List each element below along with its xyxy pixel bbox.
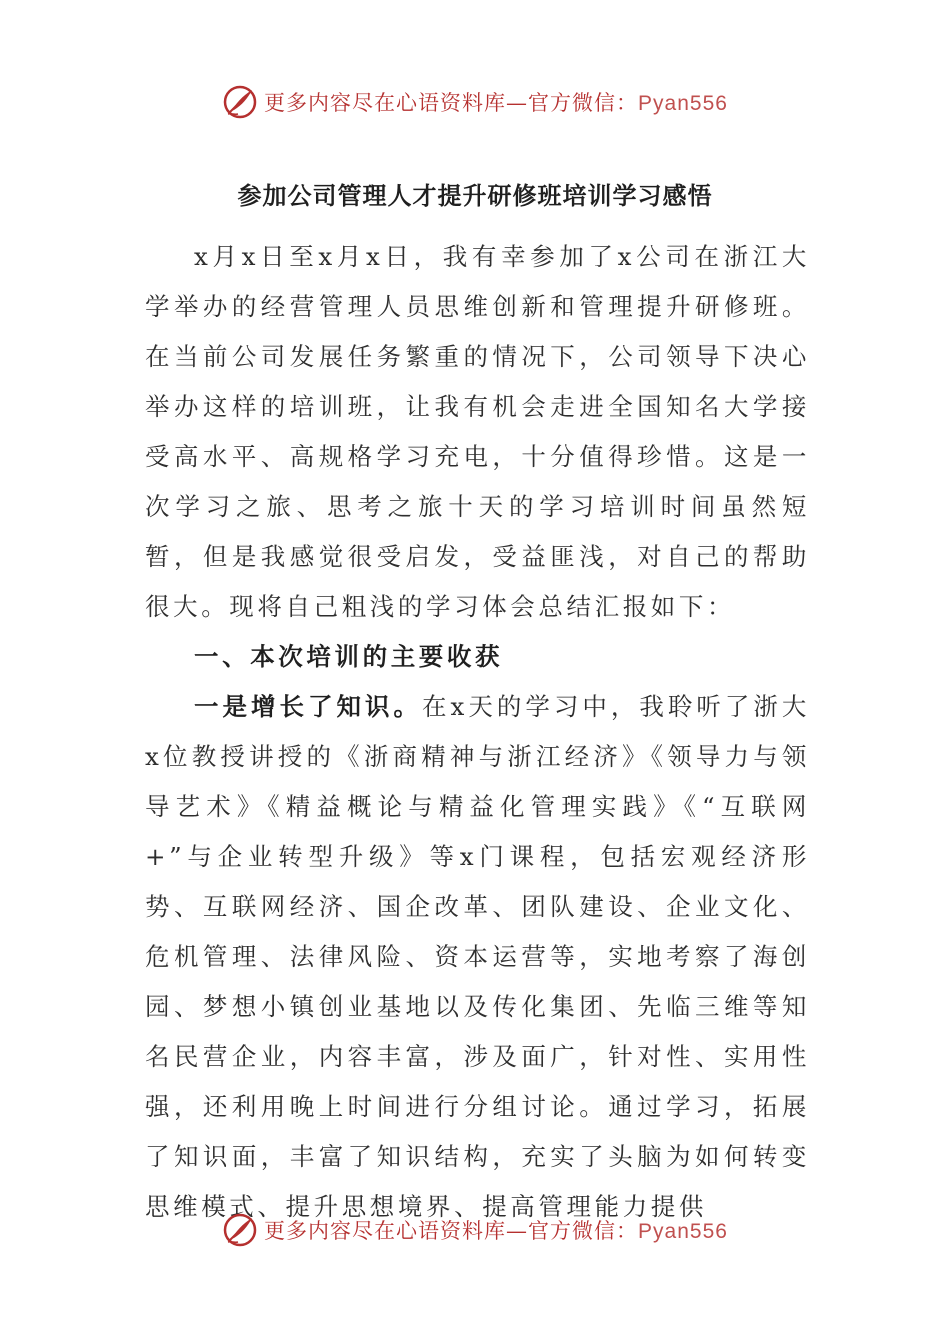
quill-pen-logo-icon (222, 84, 258, 120)
intro-paragraph: x月x日至x月x日，我有幸参加了x公司在浙江大学举办的经营管理人员思维创新和管理提升研修班。在当前公司发展任务繁重的情况下，公司领导下决心举办这样的培训班，让我有机会走进全国知名大学接受高水平、高规格学习充电，十分值得珍惜。这是一次学习之旅、思考之旅十天的学习培训时间虽然短暂，但是我感觉很受启发，受益匪浅，对自己的帮助很大。现将自己粗浅的学习体会总结汇报如下： (145, 242, 810, 621)
document-title: 参加公司管理人才提升研修班培训学习感悟 (237, 181, 713, 210)
section-heading: 一、本次培训的主要收获 (194, 642, 504, 671)
point-one-body: 在x天的学习中，我聆听了浙大x位教授讲授的《浙商精神与浙江经济》《领导力与领导艺术》《精益概论与精益化管理实践》《“互联网+”与企业转型升级》等x门课程，包括宏观经济形势、互联网经济、国企改革、团队建设、企业文化、危机管理、法律风险、资本运营等，实地考察了海创园、梦想小镇创业基地以及传化集团、先临三维等知名民营企业，内容丰富，涉及面广，针对性、实用性强，还利用晚上时间进行分组讨论。通过学习，拓展了知识面，丰富了知识结构，充实了头脑为如何转变思维模式、提升思想境界、提高管理能力提供 (145, 692, 810, 1221)
document-body (145, 232, 810, 1232)
point-one-paragraph (145, 682, 810, 1232)
quill-pen-logo-icon (222, 1212, 258, 1248)
footer-banner (0, 1208, 950, 1252)
banner-text (264, 1215, 728, 1245)
header-banner (0, 80, 950, 124)
point-one-lead: 一是增长了知识。 (194, 692, 423, 721)
banner-text (264, 87, 728, 117)
banner-promo-text: 更多内容尽在心语资料库—官方微信： (264, 1219, 639, 1243)
banner-promo-text: 更多内容尽在心语资料库—官方微信： (264, 91, 639, 115)
banner-wechat-id: Pyan556 (638, 1220, 728, 1243)
banner-wechat-id: Pyan556 (638, 92, 728, 115)
